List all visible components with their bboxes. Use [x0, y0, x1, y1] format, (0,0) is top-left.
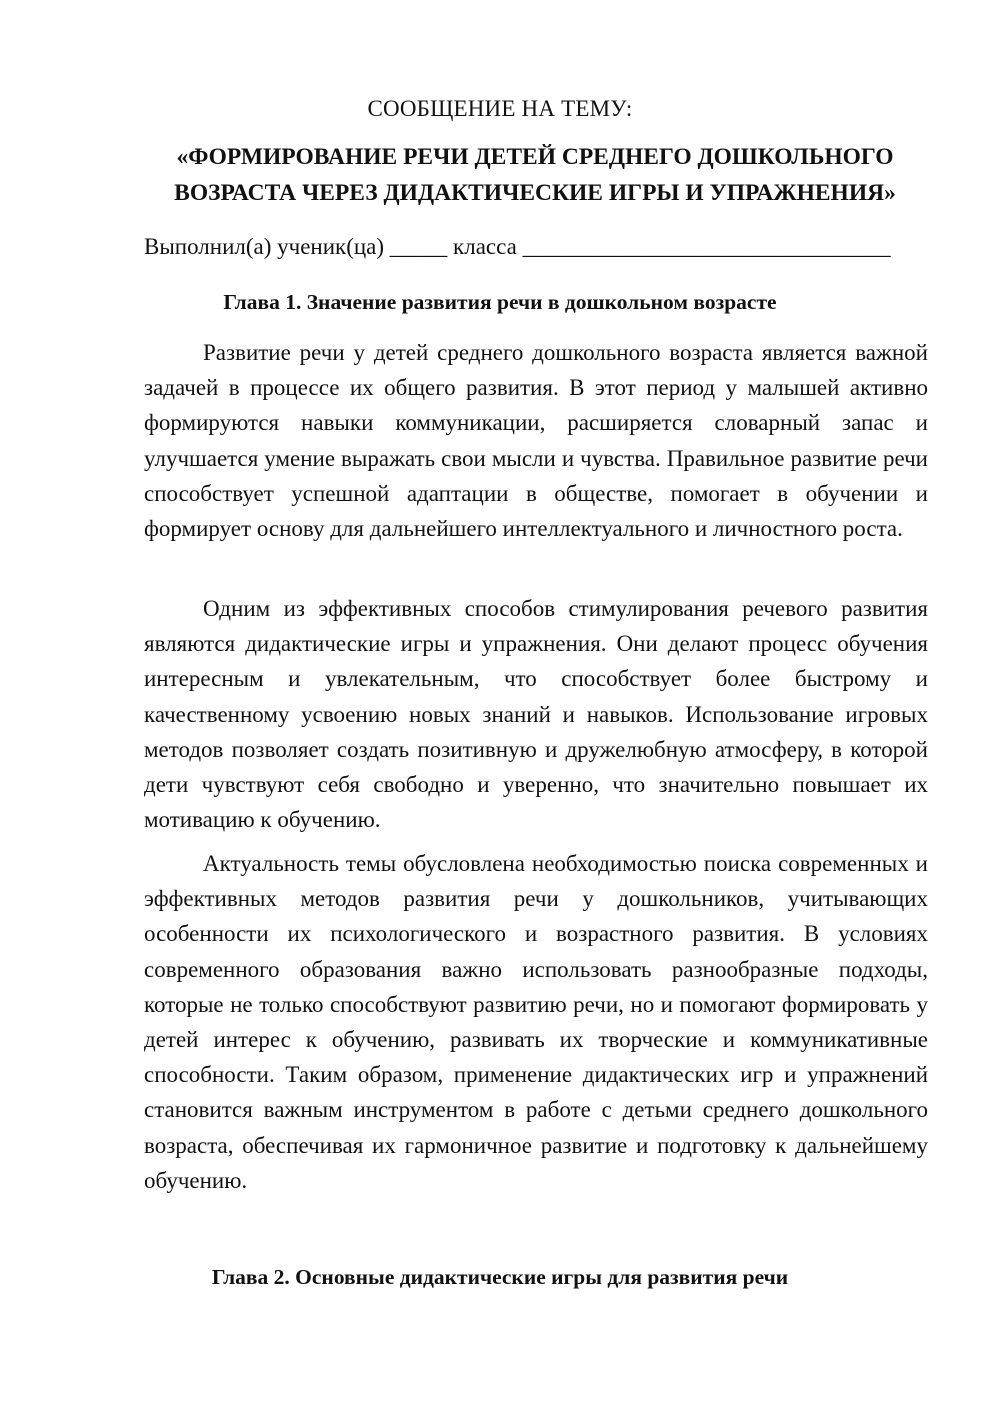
chapter-2-heading: Глава 2. Основные дидактические игры для развития речи [211, 1265, 789, 1289]
paragraph: Одним из эффективных способов стимулирования речевого развития являются дидактические игры и упражнения. Они делают процесс обучения интересным и увлекательным, что способствует более быстрому и качественному усвоению новых знаний и навыков. Использование игровых методов позволяет создать позитивную и дружелюбную атмосферу, в которой дети чувствуют себя свободно и уверенно, что значительно повышает их мотивацию к обучению. [144, 596, 928, 833]
title-prefix: СООБЩЕНИЕ НА ТЕМУ: [367, 96, 633, 121]
author-byline: Выполнил(а) ученик(ца) _____ класса ________________________________ [144, 234, 891, 259]
document-title: «ФОРМИРОВАНИЕ РЕЧИ ДЕТЕЙ СРЕДНЕГО ДОШКОЛЬНОГО ВОЗРАСТА ЧЕРЕЗ ДИДАКТИЧЕСКИЕ ИГРЫ И УПРАЖНЕНИЯ» [174, 144, 896, 206]
chapter-1-heading: Глава 1. Значение развития речи в дошкольном возрасте [223, 290, 777, 314]
paragraph: Актуальность темы обусловлена необходимостью поиска современных и эффективных методов развития речи у дошкольников, учитывающих особенности их психологического и возрастного развития. В условиях современного образования важно использовать разнообразные подходы, которые не только способствуют развитию речи, но и помогают формировать у детей интерес к обучению, развивать их творческие и коммуникативные способности. Таким образом, применение дидактических игр и упражнений становится важным инструментом в работе с детьми среднего дошкольного возраста, обеспечивая их гармоничное развитие и подготовку к дальнейшему обучению. [144, 851, 928, 1193]
paragraph: Развитие речи у детей среднего дошкольного возраста является важной задачей в процессе их общего развития. В этот период у малышей активно формируются навыки коммуникации, расширяется словарный запас и улучшается умение выражать свои мысли и чувства. Правильное развитие речи способствует успешной адаптации в обществе, помогает в обучении и формирует основу для дальнейшего интеллектуального и личностного роста. [144, 340, 928, 542]
